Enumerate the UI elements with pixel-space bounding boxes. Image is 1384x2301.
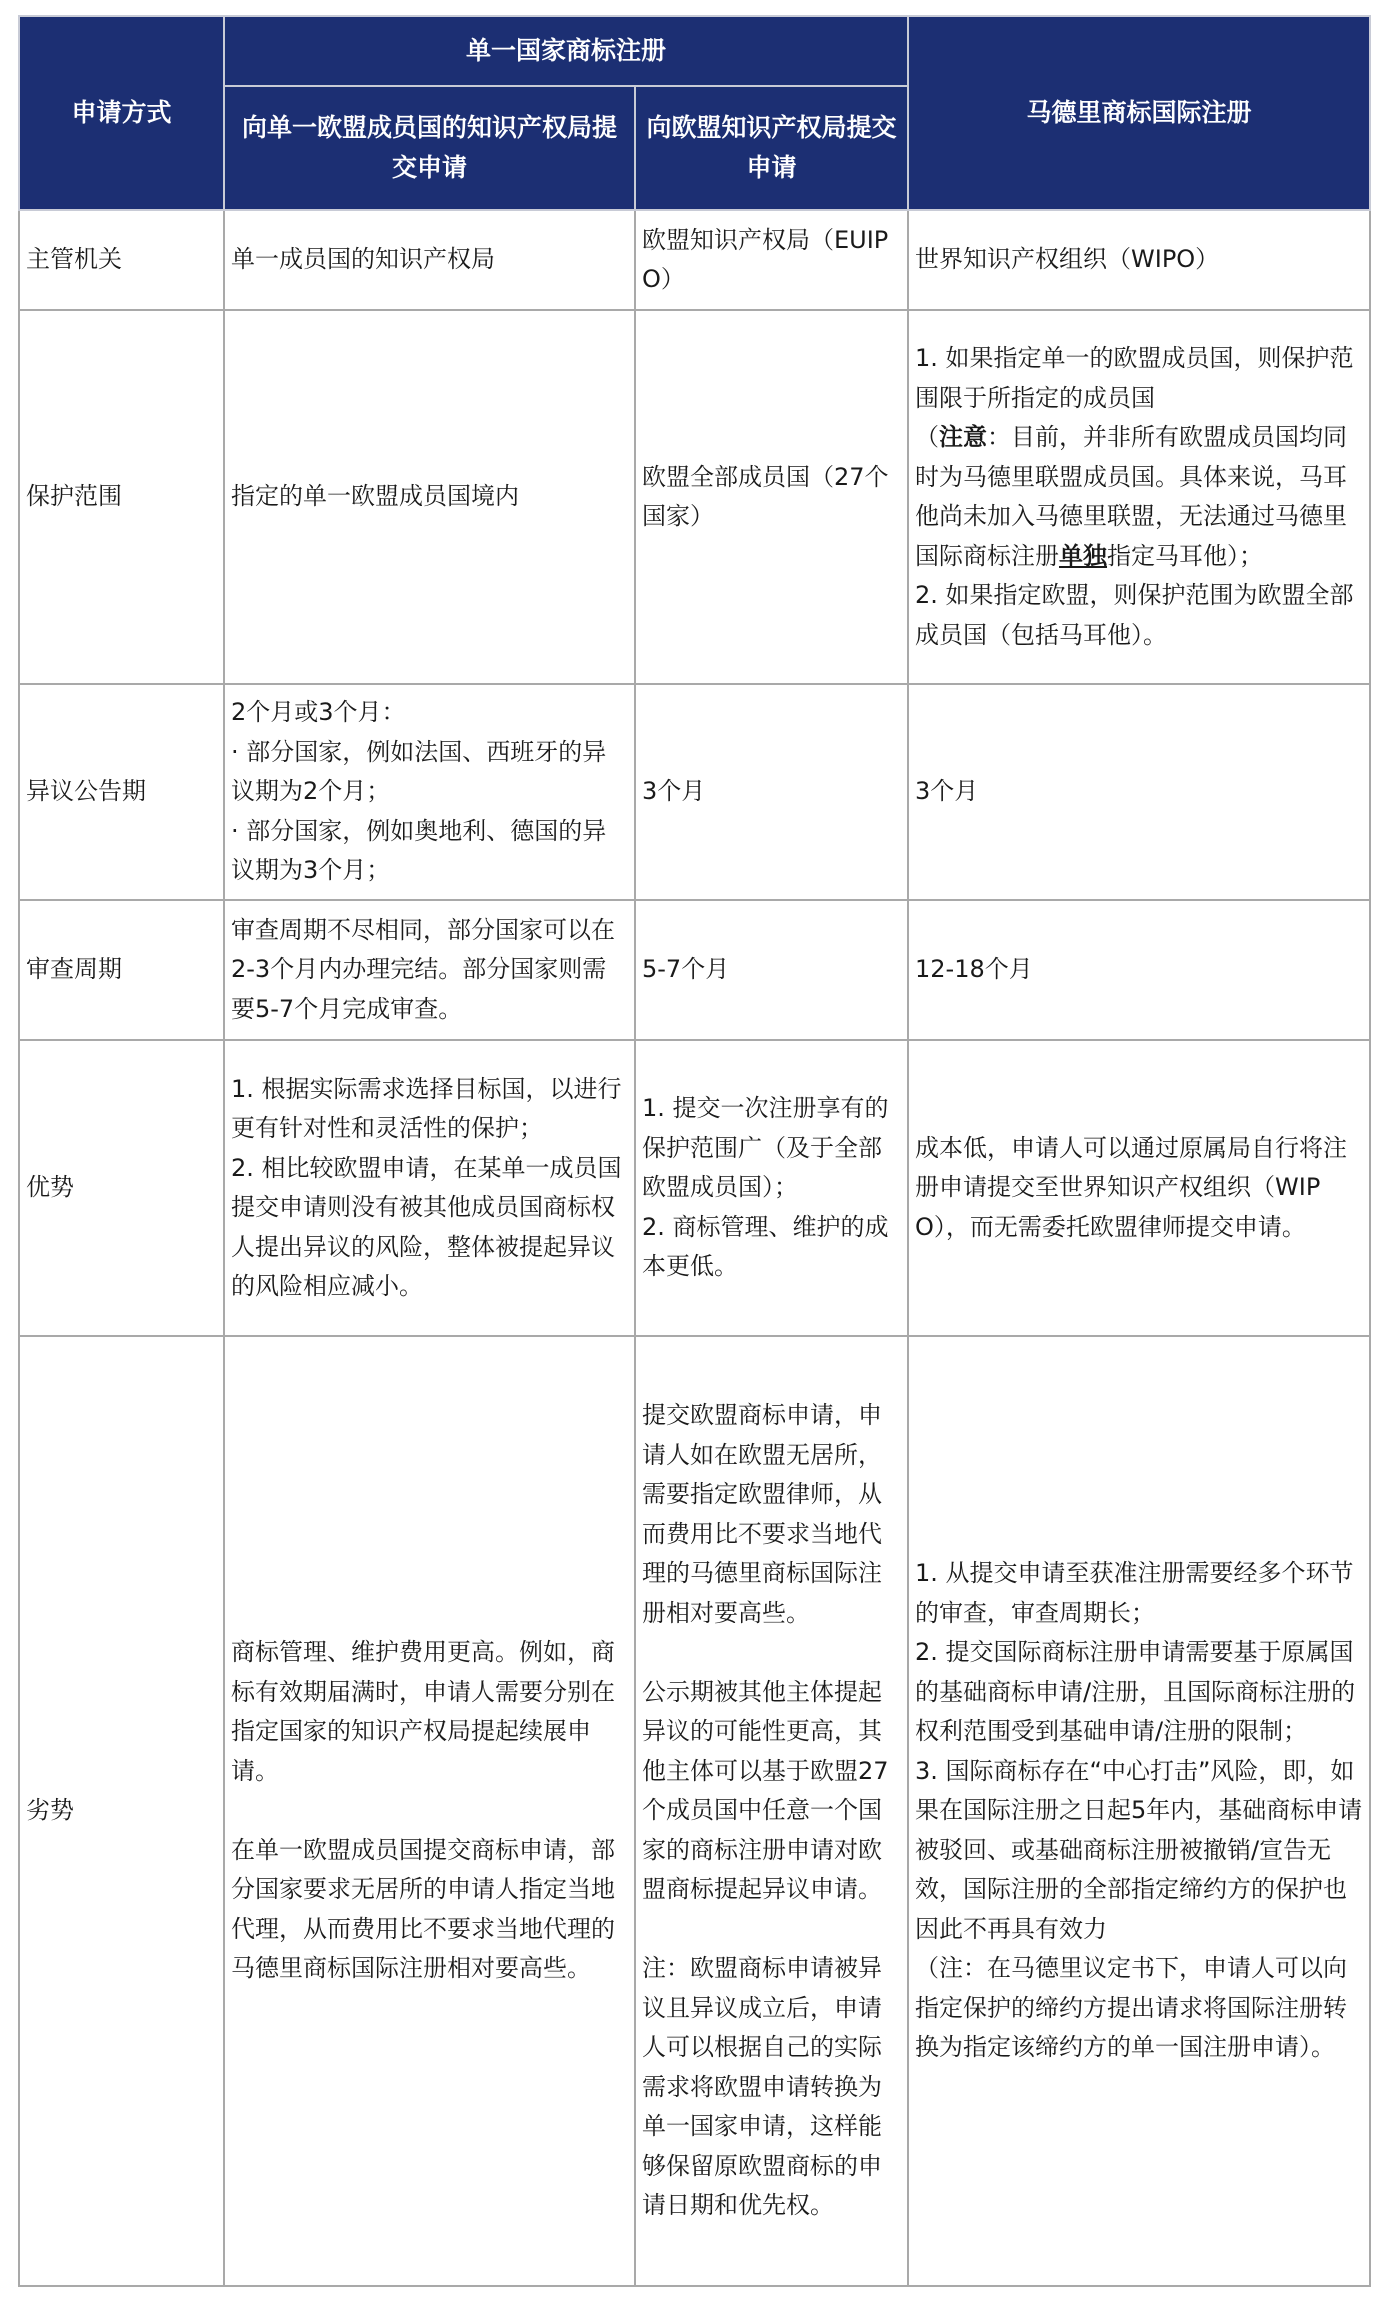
comparison-table xyxy=(18,15,1371,2287)
table-row xyxy=(19,900,1370,1040)
cell-advantage-euipo: 1. 提交一次注册享有的保护范围广（及于全部欧盟成员国）； 2. 商标管理、维护的成本更低。 xyxy=(635,1040,908,1336)
cell-scope-madrid xyxy=(908,310,1370,684)
cell-opposition-madrid: 3个月 xyxy=(908,684,1370,900)
row-label-opposition: 异议公告期 xyxy=(19,684,224,900)
cell-opposition-euipo: 3个月 xyxy=(635,684,908,900)
cell-scope-euipo: 欧盟全部成员国（27个国家） xyxy=(635,310,908,684)
row-label-exam: 审查周期 xyxy=(19,900,224,1040)
header-national-office: 向单一欧盟成员国的知识产权局提交申请 xyxy=(224,86,635,210)
scope-madrid-single-emphasis: 单独 xyxy=(1059,541,1108,570)
cell-opposition-national: 2个月或3个月： · 部分国家，例如法国、西班牙的异议期为2个月； · 部分国家，例如奥地利、德国的异议期为3个月； xyxy=(224,684,635,900)
cell-disadvantage-national: 商标管理、维护费用更高。例如，商标有效期届满时，申请人需要分别在指定国家的知识产权局提起续展申请。 在单一欧盟成员国提交商标申请，部分国家要求无居所的申请人指定当地代理，从而费用比不要求当地代理的马德里商标国际注册相对要高些。 xyxy=(224,1336,635,2286)
cell-disadvantage-euipo: 提交欧盟商标申请，申请人如在欧盟无居所，需要指定欧盟律师，从而费用比不要求当地代理的马德里商标国际注册相对要高些。 公示期被其他主体提起异议的可能性更高，其他主体可以基于欧盟27个成员国中任意一个国家的商标注册申请对欧盟商标提起异议申请。 注：欧盟商标申请被异议且异议成立后，申请人可以根据自己的实际需求将欧盟申请转换为单一国家申请，这样能够保留原欧盟商标的申请日期和优先权。 xyxy=(635,1336,908,2286)
scope-madrid-note-label: 注意 xyxy=(939,423,988,451)
row-label-authority: 主管机关 xyxy=(19,210,224,310)
row-label-advantage: 优势 xyxy=(19,1040,224,1336)
header-row-1 xyxy=(19,16,1370,86)
cell-authority-euipo: 欧盟知识产权局（EUIPO） xyxy=(635,210,908,310)
row-label-scope: 保护范围 xyxy=(19,310,224,684)
header-madrid: 马德里商标国际注册 xyxy=(908,16,1370,210)
cell-advantage-national: 1. 根据实际需求选择目标国，以进行更有针对性和灵活性的保护； 2. 相比较欧盟申请，在某单一成员国提交申请则没有被其他成员国商标权人提出异议的风险，整体被提起异议的风险相应减小。 xyxy=(224,1040,635,1336)
table-row xyxy=(19,1040,1370,1336)
table-row xyxy=(19,1336,1370,2286)
scope-madrid-text-b: ：目前，并非所有欧盟成员国均同时为马德里联盟成员国。具体来说，马耳他尚未加入马德里联盟，无法通过马德里国际商标注册 xyxy=(915,423,1348,570)
header-single-country: 单一国家商标注册 xyxy=(224,16,908,86)
cell-exam-euipo: 5-7个月 xyxy=(635,900,908,1040)
table-row xyxy=(19,210,1370,310)
table-body xyxy=(19,210,1370,2286)
table-header xyxy=(19,16,1370,210)
table-row xyxy=(19,684,1370,900)
header-euipo: 向欧盟知识产权局提交申请 xyxy=(635,86,908,210)
row-label-disadvantage: 劣势 xyxy=(19,1336,224,2286)
header-method: 申请方式 xyxy=(19,16,224,210)
cell-authority-national: 单一成员国的知识产权局 xyxy=(224,210,635,310)
cell-exam-national: 审查周期不尽相同，部分国家可以在2-3个月内办理完结。部分国家则需要5-7个月完成审查。 xyxy=(224,900,635,1040)
scope-madrid-text-c: 指定马耳他）； 2. 如果指定欧盟，则保护范围为欧盟全部成员国（包括马耳他）。 xyxy=(915,541,1354,649)
cell-disadvantage-madrid: 1. 从提交申请至获准注册需要经多个环节的审查，审查周期长； 2. 提交国际商标注册申请需要基于原属国的基础商标申请/注册，且国际商标注册的权利范围受到基础申请/注册的限制； 3. 国际商标存在“中心打击”风险，即，如果在国际注册之日起5年内，基础商标申请被驳回、或基础商标注册被撤销/宣告无效，国际注册的全部指定缔约方的保护也因此不再具有效力 （注：在马德里议定书下，申请人可以向指定保护的缔约方提出请求将国际注册转换为指定该缔约方的单一国注册申请）。 xyxy=(908,1336,1370,2286)
cell-advantage-madrid: 成本低，申请人可以通过原属局自行将注册申请提交至世界知识产权组织（WIPO），而无需委托欧盟律师提交申请。 xyxy=(908,1040,1370,1336)
cell-scope-national: 指定的单一欧盟成员国境内 xyxy=(224,310,635,684)
cell-exam-madrid: 12-18个月 xyxy=(908,900,1370,1040)
scope-madrid-text-a: 1. 如果指定单一的欧盟成员国，则保护范围限于所指定的成员国 （ xyxy=(915,344,1354,451)
cell-authority-madrid: 世界知识产权组织（WIPO） xyxy=(908,210,1370,310)
table-row xyxy=(19,310,1370,684)
